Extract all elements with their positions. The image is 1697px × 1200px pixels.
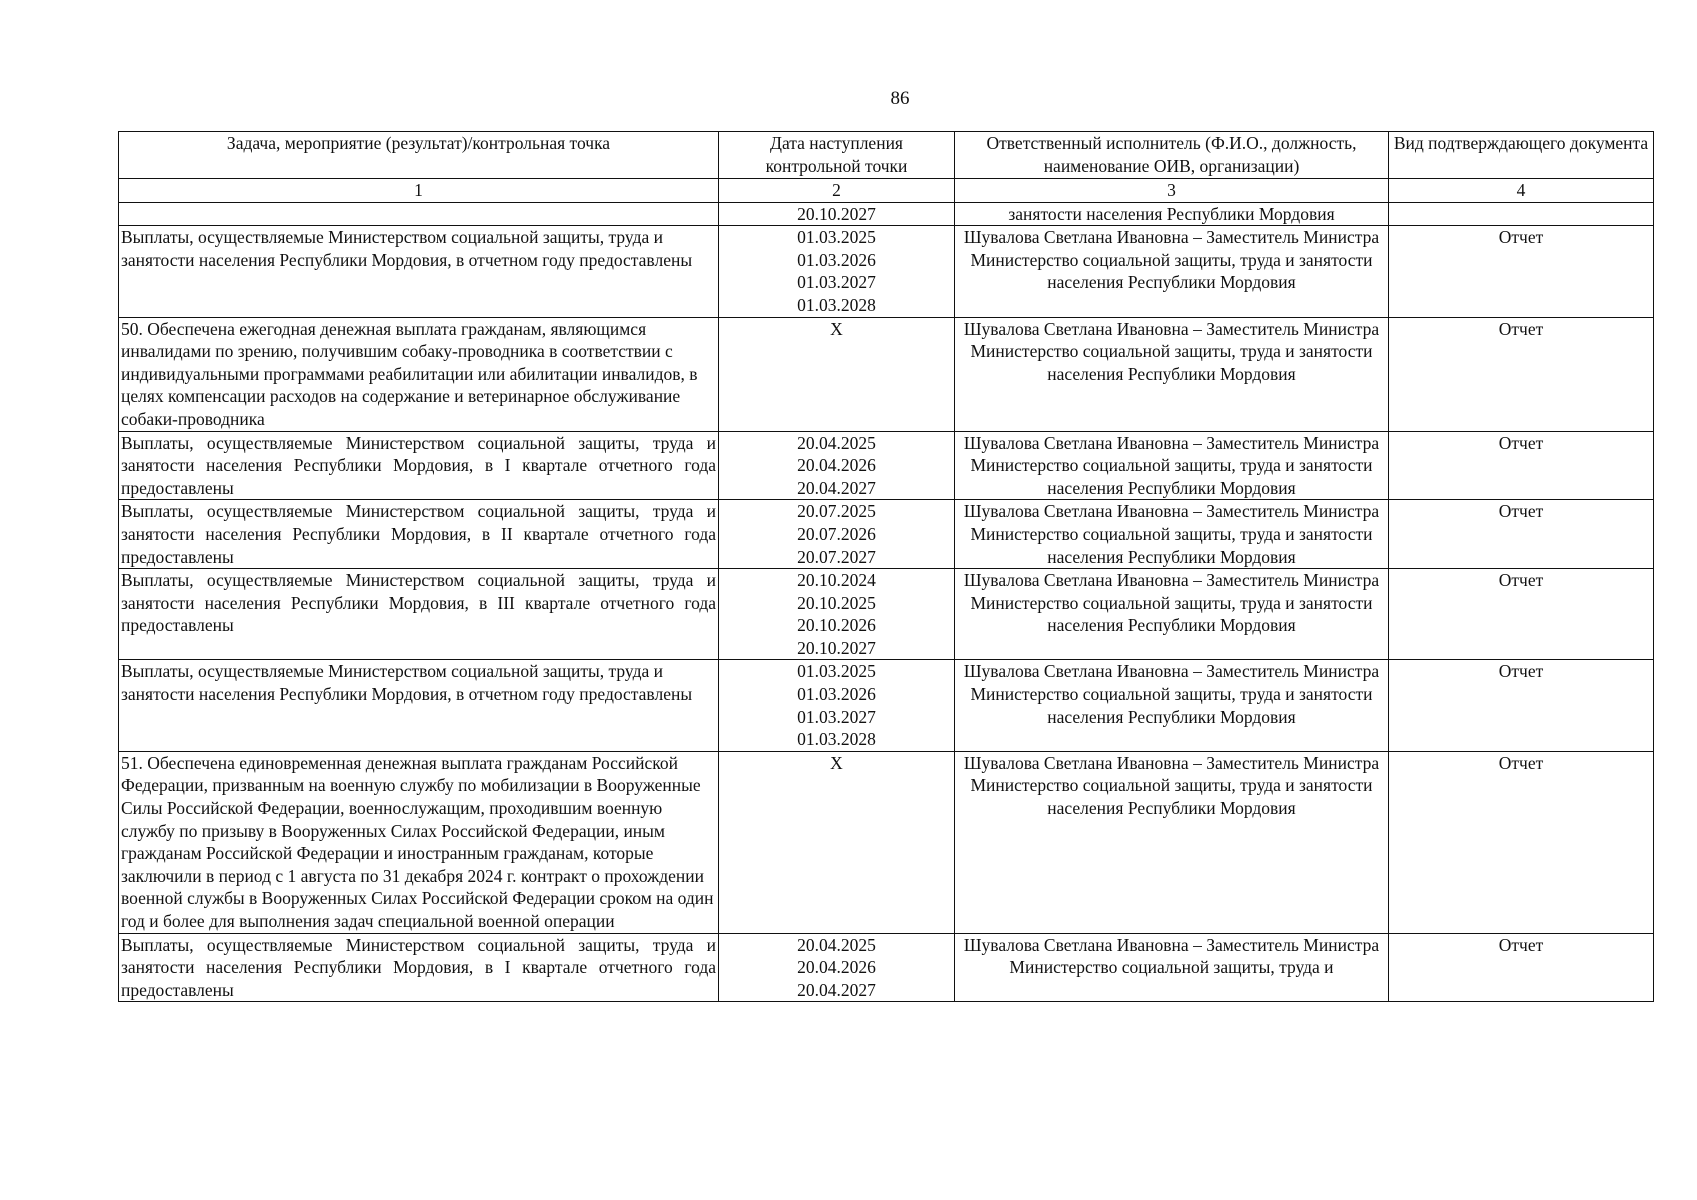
control-date: 01.03.2028 xyxy=(797,729,876,750)
control-date: Х xyxy=(830,318,843,339)
column-number: 3 xyxy=(955,179,1389,203)
date-cell xyxy=(719,317,955,431)
document-cell: Отчет xyxy=(1389,933,1654,1002)
control-date: Х xyxy=(830,752,843,773)
table-row xyxy=(119,317,1654,431)
task-cell: Выплаты, осуществляемые Министерством социальной защиты, труда и занятости населения Республики Мордовия, в II квартале отчетного года предоставлены xyxy=(119,500,719,569)
executor-text: занятости населения Республики Мордовия xyxy=(1008,203,1335,224)
control-date: 01.03.2027 xyxy=(797,706,876,727)
table-row xyxy=(119,500,1654,569)
task-cell: Выплаты, осуществляемые Министерством социальной защиты, труда и занятости населения Республики Мордовия, в отчетном году предоставлены xyxy=(119,660,719,751)
task-cell: Выплаты, осуществляемые Министерством социальной защиты, труда и занятости населения Республики Мордовия, в I квартале отчетного года предоставлены xyxy=(119,933,719,1002)
table-row xyxy=(119,933,1654,1002)
task-cell: Выплаты, осуществляемые Министерством социальной защиты, труда и занятости населения Республики Мордовия, в III квартале отчетного года предоставлены xyxy=(119,569,719,660)
control-date: 20.10.2024 xyxy=(797,570,876,591)
control-date: 01.03.2026 xyxy=(797,249,876,270)
control-date: 20.07.2026 xyxy=(797,523,876,544)
executor-organization: Министерство социальной защиты, труда и занятости населения Республики Мордовия xyxy=(970,455,1373,498)
executor-cell xyxy=(955,660,1389,751)
control-date: 01.03.2026 xyxy=(797,684,876,705)
control-date: 01.03.2027 xyxy=(797,272,876,293)
control-date: 20.10.2027 xyxy=(797,203,876,224)
task-cell: Выплаты, осуществляемые Министерством социальной защиты, труда и занятости населения Республики Мордовия, в отчетном году предоставлены xyxy=(119,226,719,317)
table-header-row xyxy=(119,132,1654,179)
executor-name: Шувалова Светлана Ивановна – Заместитель Министра xyxy=(963,661,1380,682)
control-date: 20.04.2026 xyxy=(797,957,876,978)
header-task: Задача, мероприятие (результат)/контрольная точка xyxy=(119,132,719,179)
control-date: 01.03.2025 xyxy=(797,227,876,248)
date-cell xyxy=(719,500,955,569)
control-date: 20.07.2025 xyxy=(797,501,876,522)
page-number: 86 xyxy=(890,88,910,109)
table-row xyxy=(119,751,1654,933)
header-executor: Ответственный исполнитель (Ф.И.О., должность, наименование ОИВ, организации) xyxy=(955,132,1389,179)
executor-cell xyxy=(955,202,1389,226)
executor-cell xyxy=(955,317,1389,431)
date-cell xyxy=(719,751,955,933)
header-document: Вид подтверждающего документа xyxy=(1389,132,1654,179)
column-numbers-row xyxy=(119,179,1654,203)
document-cell: Отчет xyxy=(1389,431,1654,500)
executor-organization: Министерство социальной защиты, труда и занятости населения Республики Мордовия xyxy=(970,341,1373,384)
document-cell: Отчет xyxy=(1389,317,1654,431)
column-number: 2 xyxy=(719,179,955,203)
executor-cell xyxy=(955,431,1389,500)
executor-organization: Министерство социальной защиты, труда и xyxy=(1009,957,1334,978)
executor-name: Шувалова Светлана Ивановна – Заместитель Министра xyxy=(963,227,1380,248)
control-date: 20.04.2026 xyxy=(797,455,876,476)
executor-name: Шувалова Светлана Ивановна – Заместитель Министра xyxy=(963,318,1380,339)
executor-organization: Министерство социальной защиты, труда и занятости населения Республики Мордовия xyxy=(970,523,1373,567)
document-cell: Отчет xyxy=(1389,500,1654,569)
executor-name: Шувалова Светлана Ивановна – Заместитель Министра xyxy=(963,752,1380,773)
control-date: 20.07.2027 xyxy=(797,546,876,567)
control-points-table xyxy=(118,131,1654,1002)
date-cell xyxy=(719,431,955,500)
executor-name: Шувалова Светлана Ивановна – Заместитель Министра xyxy=(963,501,1380,522)
task-cell: 51. Обеспечена единовременная денежная выплата гражданам Российской Федерации, призванным на военную службу по мобилизации в Вооруженные Силы Российской Федерации, военнослужащим, проходившим военную службу по призыву в Вооруженных Силах Российской Федерации, иным гражданам Российской Федерации и иностранным гражданам, которые заключили в период с 1 августа по 31 декабря 2024 г. контракт о прохождении военной службы в Вооруженных Силах Российской Федерации сроком на один год и более для выполнения задач специальной военной операции xyxy=(119,751,719,933)
document-cell: Отчет xyxy=(1389,569,1654,660)
executor-cell xyxy=(955,500,1389,569)
control-date: 01.03.2028 xyxy=(797,294,876,315)
control-date: 20.10.2025 xyxy=(797,592,876,613)
date-cell xyxy=(719,202,955,226)
date-cell xyxy=(719,933,955,1002)
header-date: Дата наступления контрольной точки xyxy=(719,132,955,179)
executor-cell xyxy=(955,933,1389,1002)
executor-organization: Министерство социальной защиты, труда и занятости населения Республики Мордовия xyxy=(970,775,1373,819)
task-cell xyxy=(119,202,719,226)
table-row xyxy=(119,660,1654,751)
document-cell: Отчет xyxy=(1389,660,1654,751)
date-cell xyxy=(719,569,955,660)
executor-name: Шувалова Светлана Ивановна – Заместитель Министра xyxy=(963,934,1380,955)
control-date: 20.04.2027 xyxy=(797,477,876,498)
executor-organization: Министерство социальной защиты, труда и занятости населения Республики Мордовия xyxy=(970,249,1373,293)
document-cell: Отчет xyxy=(1389,226,1654,317)
column-number: 4 xyxy=(1389,179,1654,203)
task-cell: Выплаты, осуществляемые Министерством социальной защиты, труда и занятости населения Республики Мордовия, в I квартале отчетного года предоставлены xyxy=(119,431,719,500)
table-row xyxy=(119,569,1654,660)
executor-cell xyxy=(955,751,1389,933)
control-date: 20.10.2027 xyxy=(797,637,876,658)
executor-cell xyxy=(955,226,1389,317)
date-cell xyxy=(719,226,955,317)
task-cell: 50. Обеспечена ежегодная денежная выплата гражданам, являющимся инвалидами по зрению, получившим собаку-проводника в соответствии с индивидуальными программами реабилитации или абилитации инвалидов, в целях компенсации расходов на содержание и ветеринарное обслуживание собаки-проводника xyxy=(119,317,719,431)
executor-name: Шувалова Светлана Ивановна – Заместитель Министра xyxy=(963,570,1380,591)
executor-organization: Министерство социальной защиты, труда и занятости населения Республики Мордовия xyxy=(970,684,1373,727)
control-date: 20.04.2025 xyxy=(797,934,876,955)
executor-organization: Министерство социальной защиты, труда и занятости населения Республики Мордовия xyxy=(970,592,1373,636)
control-date: 20.10.2026 xyxy=(797,615,876,636)
executor-cell xyxy=(955,569,1389,660)
table-row xyxy=(119,431,1654,500)
executor-name: Шувалова Светлана Ивановна – Заместитель Министра xyxy=(963,432,1380,453)
document-cell xyxy=(1389,202,1654,226)
table-row xyxy=(119,226,1654,317)
control-date: 20.04.2027 xyxy=(797,979,876,1000)
document-cell: Отчет xyxy=(1389,751,1654,933)
control-date: 20.04.2025 xyxy=(797,432,876,453)
date-cell xyxy=(719,660,955,751)
table-row xyxy=(119,202,1654,226)
control-date: 01.03.2025 xyxy=(797,661,876,682)
column-number: 1 xyxy=(119,179,719,203)
